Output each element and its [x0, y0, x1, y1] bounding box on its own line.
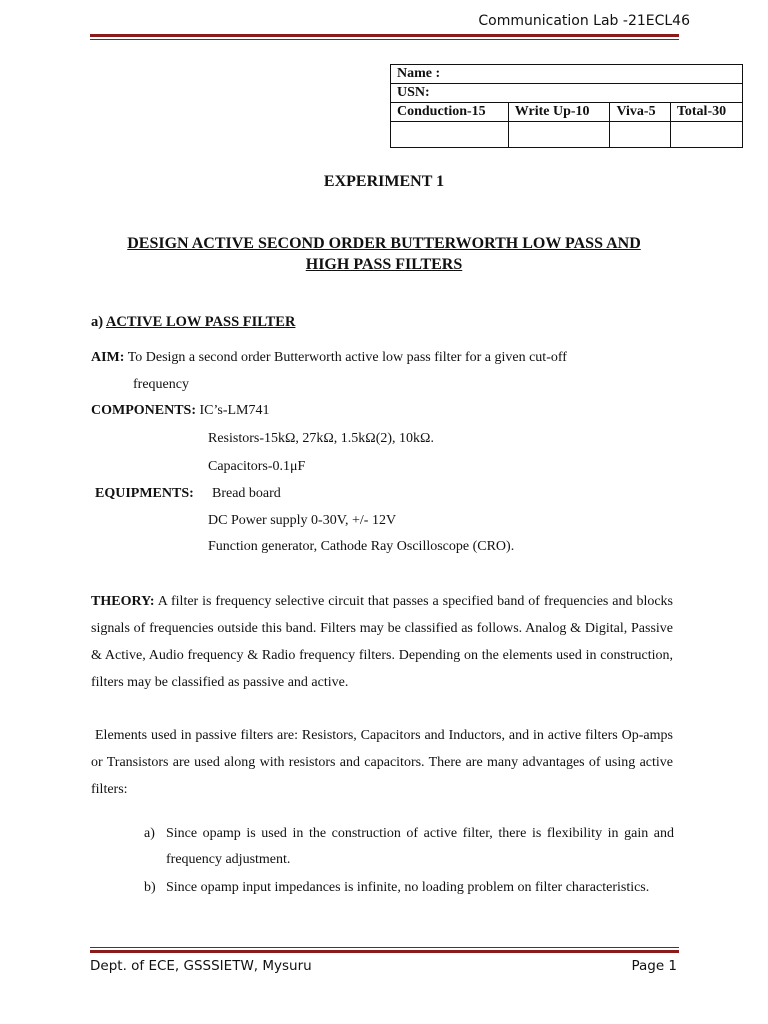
- components-label: COMPONENTS:: [91, 403, 196, 418]
- marks-col-total: Total-30: [670, 103, 742, 122]
- aim-text: To Design a second order Butterworth active low pass filter for a given cut-off: [127, 350, 567, 365]
- usn-cell: USN:: [391, 84, 743, 103]
- components-resistors: Resistors-15kΩ, 27kΩ, 1.5kΩ(2), 10kΩ.: [208, 431, 434, 446]
- equipments-breadboard: Bread board: [212, 486, 281, 501]
- main-title-line1: DESIGN ACTIVE SECOND ORDER BUTTERWORTH LOW PASS AND: [127, 235, 641, 252]
- aim-text-continued: frequency: [133, 377, 189, 392]
- aim-line: [91, 350, 567, 366]
- marks-blank-cell: [610, 122, 670, 148]
- marks-blank-cell: [508, 122, 610, 148]
- main-title: [90, 233, 678, 275]
- marks-col-writeup: Write Up-10: [508, 103, 610, 122]
- theory-text: A filter is frequency selective circuit that passes a specified band of frequencies and blocks signals of frequencies outside this band. Filters may be classified as follows. Analog & Digital, Passive & Active, Audio frequency & Radio frequency filters. Depending on the elements used in construction, filters may be classified as passive and active.: [91, 594, 674, 690]
- experiment-title: EXPERIMENT 1: [323, 173, 445, 190]
- footer-dept: Dept. of ECE, GSSSIETW, Mysuru: [90, 958, 312, 974]
- theory-paragraph-2: Elements used in passive filters are: Resistors, Capacitors and Inductors, and in active filters Op-amps or Transistors are used along with resistors and capacitors. There are many advantages of using active filters:: [91, 728, 673, 797]
- advantage-label: b): [144, 880, 156, 895]
- equipments-power-supply: DC Power supply 0-30V, +/- 12V: [208, 513, 397, 528]
- components-line: [91, 403, 270, 419]
- advantage-item: [144, 821, 674, 873]
- header-title: Communication Lab -21ECL46: [478, 13, 690, 29]
- marks-blank-cell: [670, 122, 742, 148]
- theory-paragraph: [91, 588, 673, 696]
- header-rule-thin: [90, 39, 679, 40]
- footer-rule-thin: [90, 947, 679, 948]
- section-title: ACTIVE LOW PASS FILTER: [105, 314, 296, 330]
- section-heading: [91, 314, 295, 331]
- marks-col-conduction: Conduction-15: [391, 103, 509, 122]
- marks-table: [390, 64, 743, 148]
- equipments-label: EQUIPMENTS:: [95, 486, 194, 501]
- advantage-text: Since opamp input impedances is infinite, no loading problem on filter characteristics.: [166, 880, 650, 895]
- section-prefix: a): [91, 314, 104, 330]
- footer-page-number: Page 1: [631, 958, 677, 974]
- marks-col-viva: Viva-5: [610, 103, 670, 122]
- advantage-item: [144, 875, 674, 901]
- aim-label: AIM:: [91, 350, 125, 365]
- theory-label: THEORY:: [91, 594, 155, 609]
- components-ic: IC’s-LM741: [199, 403, 270, 418]
- advantage-label: a): [144, 826, 155, 841]
- marks-blank-cell: [391, 122, 509, 148]
- components-capacitors: Capacitors-0.1μF: [208, 459, 306, 474]
- advantage-text: Since opamp is used in the construction of active filter, there is flexibility in gain and frequency adjustment.: [166, 826, 674, 867]
- name-cell: Name :: [391, 65, 743, 84]
- equipments-generator: Function generator, Cathode Ray Oscilloscope (CRO).: [208, 539, 515, 554]
- header-rule-thick: [90, 34, 679, 37]
- main-title-line2: HIGH PASS FILTERS: [305, 256, 463, 273]
- footer-rule-thick: [90, 950, 679, 953]
